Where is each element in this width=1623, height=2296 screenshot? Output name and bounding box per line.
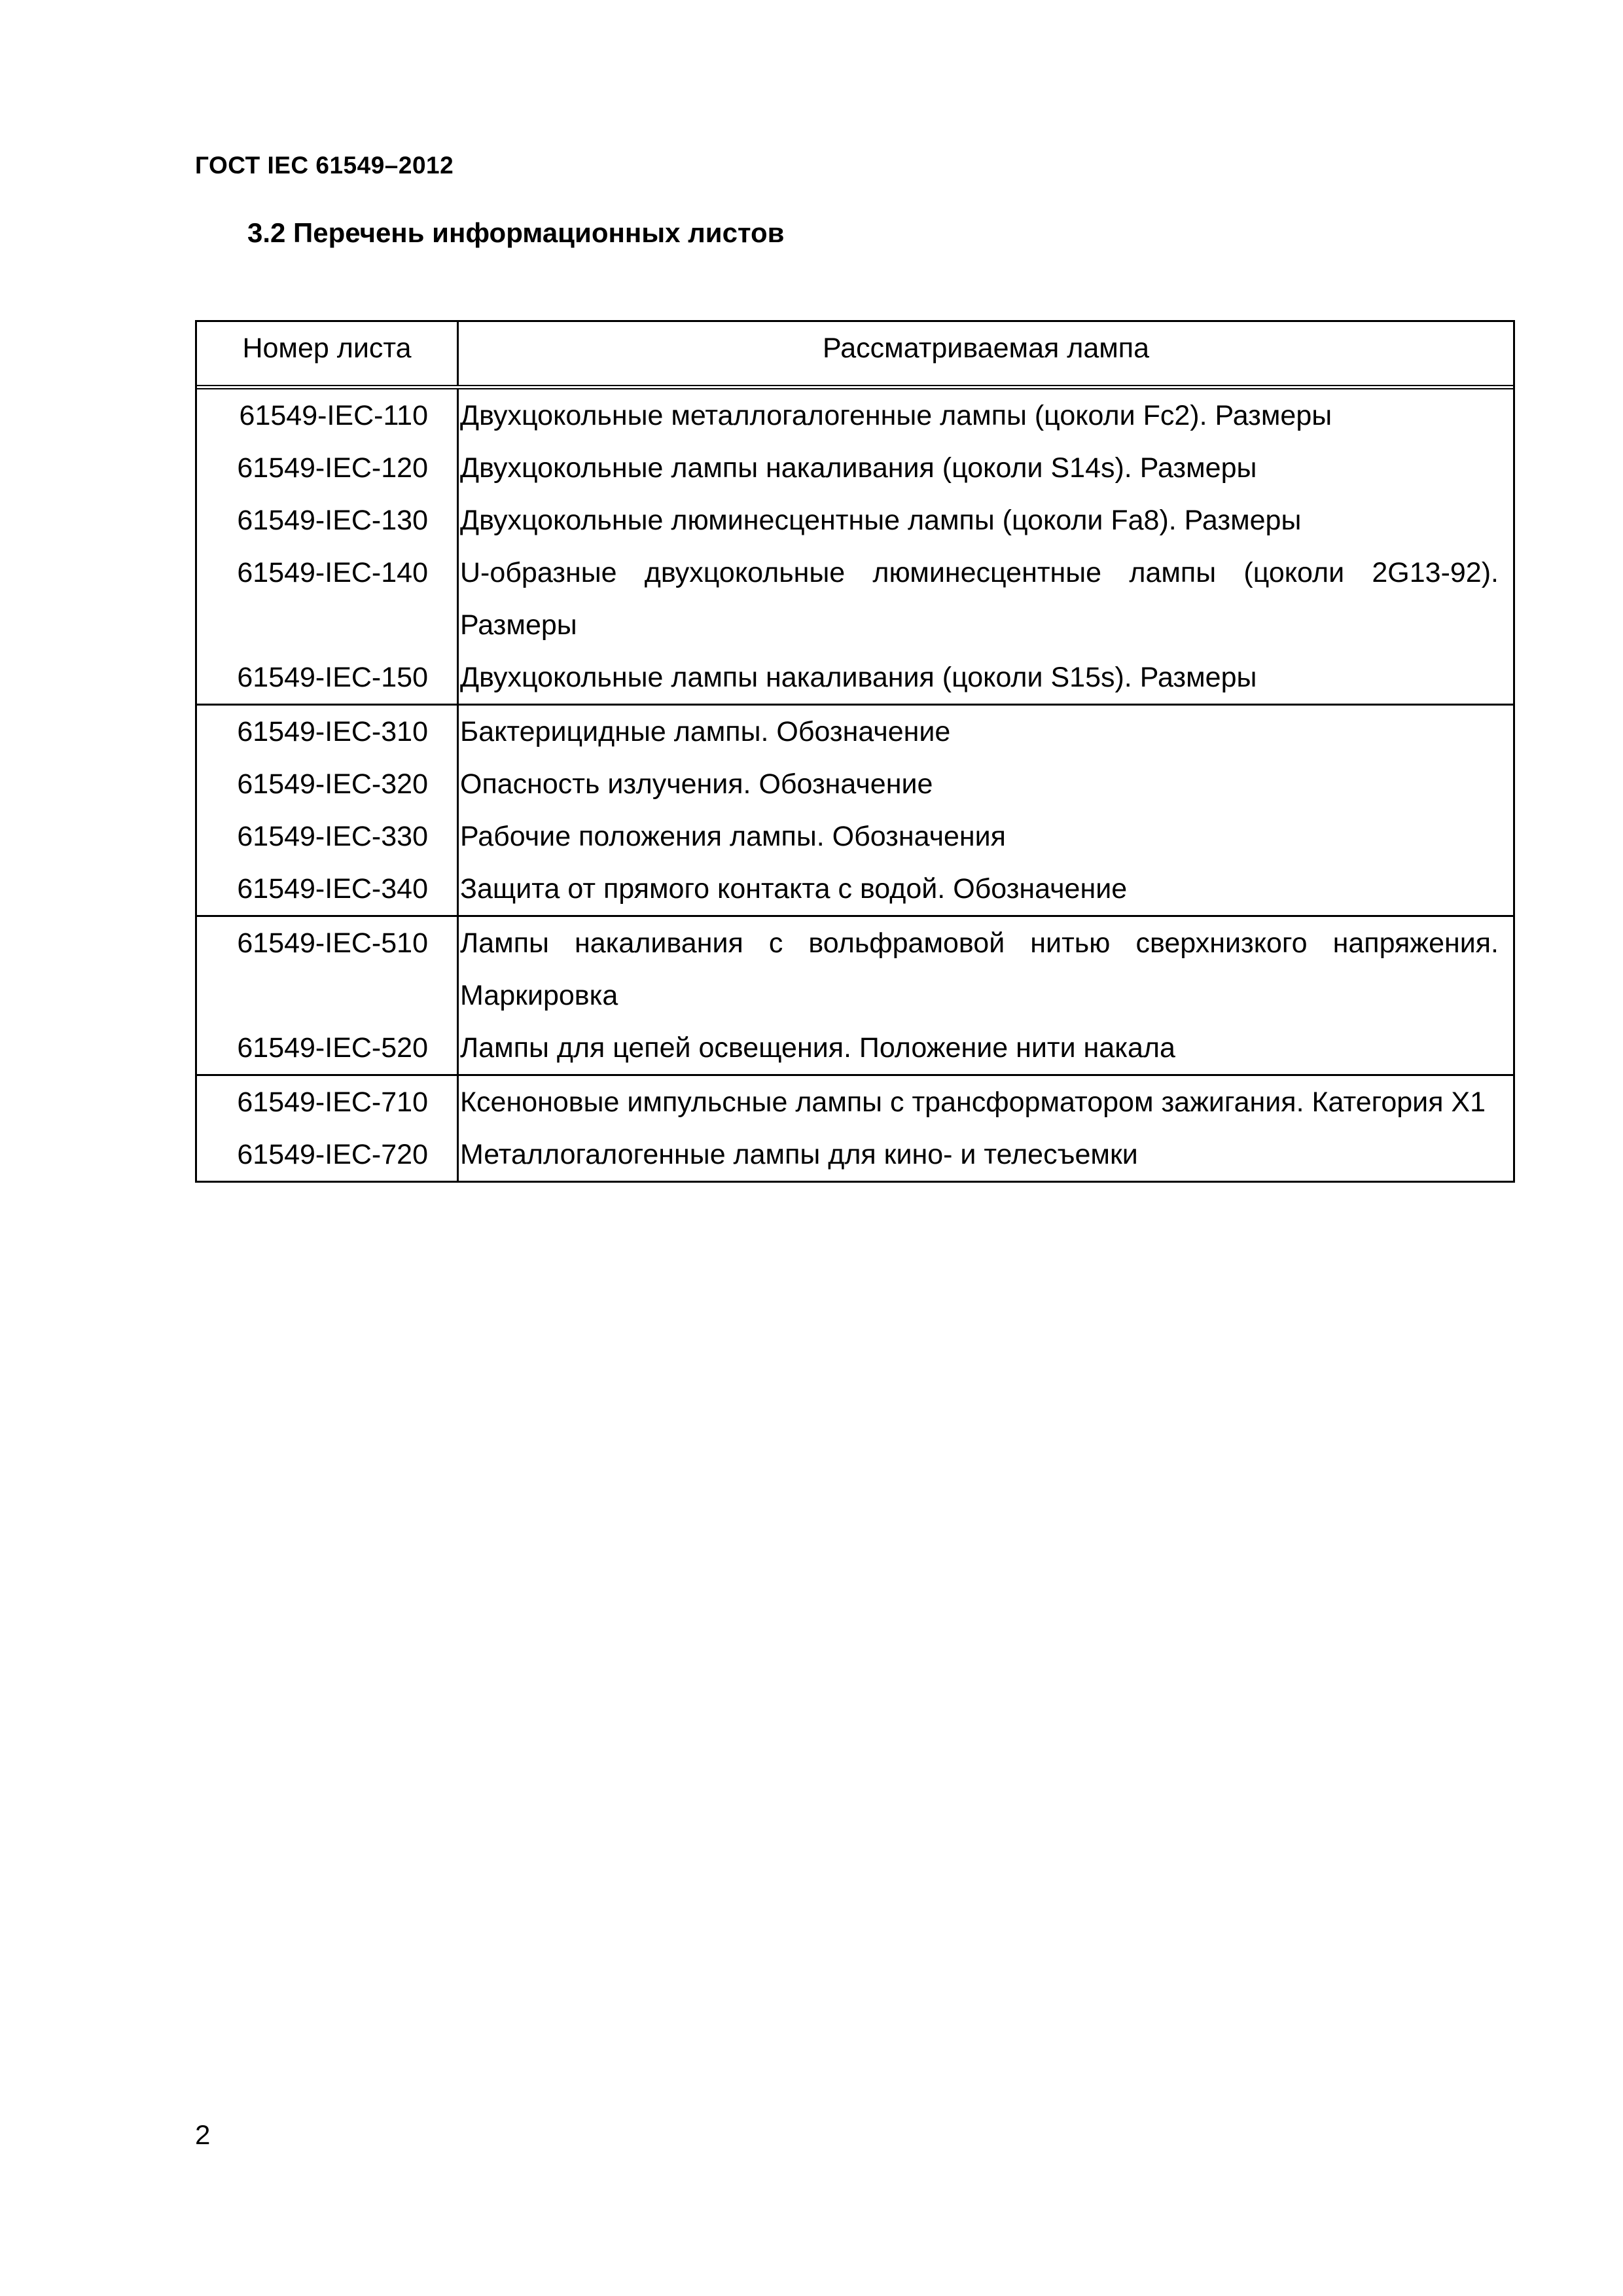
lamp-description: Двухцокольные люминесцентные лампы (цоколи Fa8). Размеры xyxy=(460,505,1302,536)
sheet-number: 61549-IEC-110 xyxy=(197,389,459,442)
table-row xyxy=(197,758,1513,810)
sheet-number: 61549-IEC-310 xyxy=(197,706,459,758)
lamp-description: Лампы для цепей освещения. Положение нити накала xyxy=(460,1032,1175,1064)
table-header xyxy=(197,322,1513,389)
lamp-description: Лампы накаливания с вольфрамовой нитью сверхнизкого напряжения. Маркировка xyxy=(460,927,1499,1011)
lamp-description: Ксеноновые импульсные лампы с трансформатором зажигания. Категория X1 xyxy=(460,1086,1486,1118)
document-code: ГОСТ IEC 61549–2012 xyxy=(195,152,454,179)
table-row xyxy=(197,389,1513,442)
sheet-number: 61549-IEC-120 xyxy=(197,442,459,494)
table-group xyxy=(197,389,1513,704)
table-group xyxy=(197,1074,1513,1181)
sheet-number: 61549-IEC-330 xyxy=(197,810,459,863)
column-header-lamp: Рассматриваемая лампа xyxy=(823,332,1149,364)
table-row xyxy=(197,651,1513,704)
sheet-number: 61549-IEC-520 xyxy=(197,1022,459,1074)
lamp-description: Двухцокольные лампы накаливания (цоколи S14s). Размеры xyxy=(460,452,1257,484)
table-row xyxy=(197,863,1513,915)
table-row xyxy=(197,547,1513,651)
section-title: 3.2 Перечень информационных листов xyxy=(247,217,785,248)
lamp-description: Двухцокольные металлогалогенные лампы (цоколи Fc2). Размеры xyxy=(460,400,1332,431)
sheet-number: 61549-IEC-340 xyxy=(197,863,459,915)
lamp-description: Защита от прямого контакта с водой. Обозначение xyxy=(460,873,1128,905)
sheet-number: 61549-IEC-320 xyxy=(197,758,459,810)
table-row xyxy=(197,1022,1513,1074)
table-row xyxy=(197,1076,1513,1128)
table-row xyxy=(197,442,1513,494)
sheet-number: 61549-IEC-130 xyxy=(197,494,459,547)
sheets-table xyxy=(195,320,1515,1183)
sheet-number: 61549-IEC-720 xyxy=(197,1128,459,1181)
column-header-number: Номер листа xyxy=(197,322,459,385)
lamp-description: Опасность излучения. Обозначение xyxy=(460,768,933,800)
table-row xyxy=(197,706,1513,758)
lamp-description: U-образные двухцокольные люминесцентные лампы (цоколи 2G13-92). Размеры xyxy=(460,557,1499,641)
lamp-description: Рабочие положения лампы. Обозначения xyxy=(460,821,1006,852)
lamp-description: Двухцокольные лампы накаливания (цоколи S15s). Размеры xyxy=(460,662,1257,693)
sheet-number: 61549-IEC-150 xyxy=(197,651,459,704)
table-row xyxy=(197,494,1513,547)
sheet-number: 61549-IEC-510 xyxy=(197,917,459,1022)
lamp-description: Бактерицидные лампы. Обозначение xyxy=(460,716,951,747)
table-row xyxy=(197,810,1513,863)
table-group xyxy=(197,915,1513,1074)
page-number: 2 xyxy=(195,2119,211,2150)
table-group xyxy=(197,704,1513,915)
lamp-description: Металлогалогенные лампы для кино- и телесъемки xyxy=(460,1139,1138,1170)
sheet-number: 61549-IEC-140 xyxy=(197,547,459,651)
table-row xyxy=(197,917,1513,1022)
table-row xyxy=(197,1128,1513,1181)
sheet-number: 61549-IEC-710 xyxy=(197,1076,459,1128)
